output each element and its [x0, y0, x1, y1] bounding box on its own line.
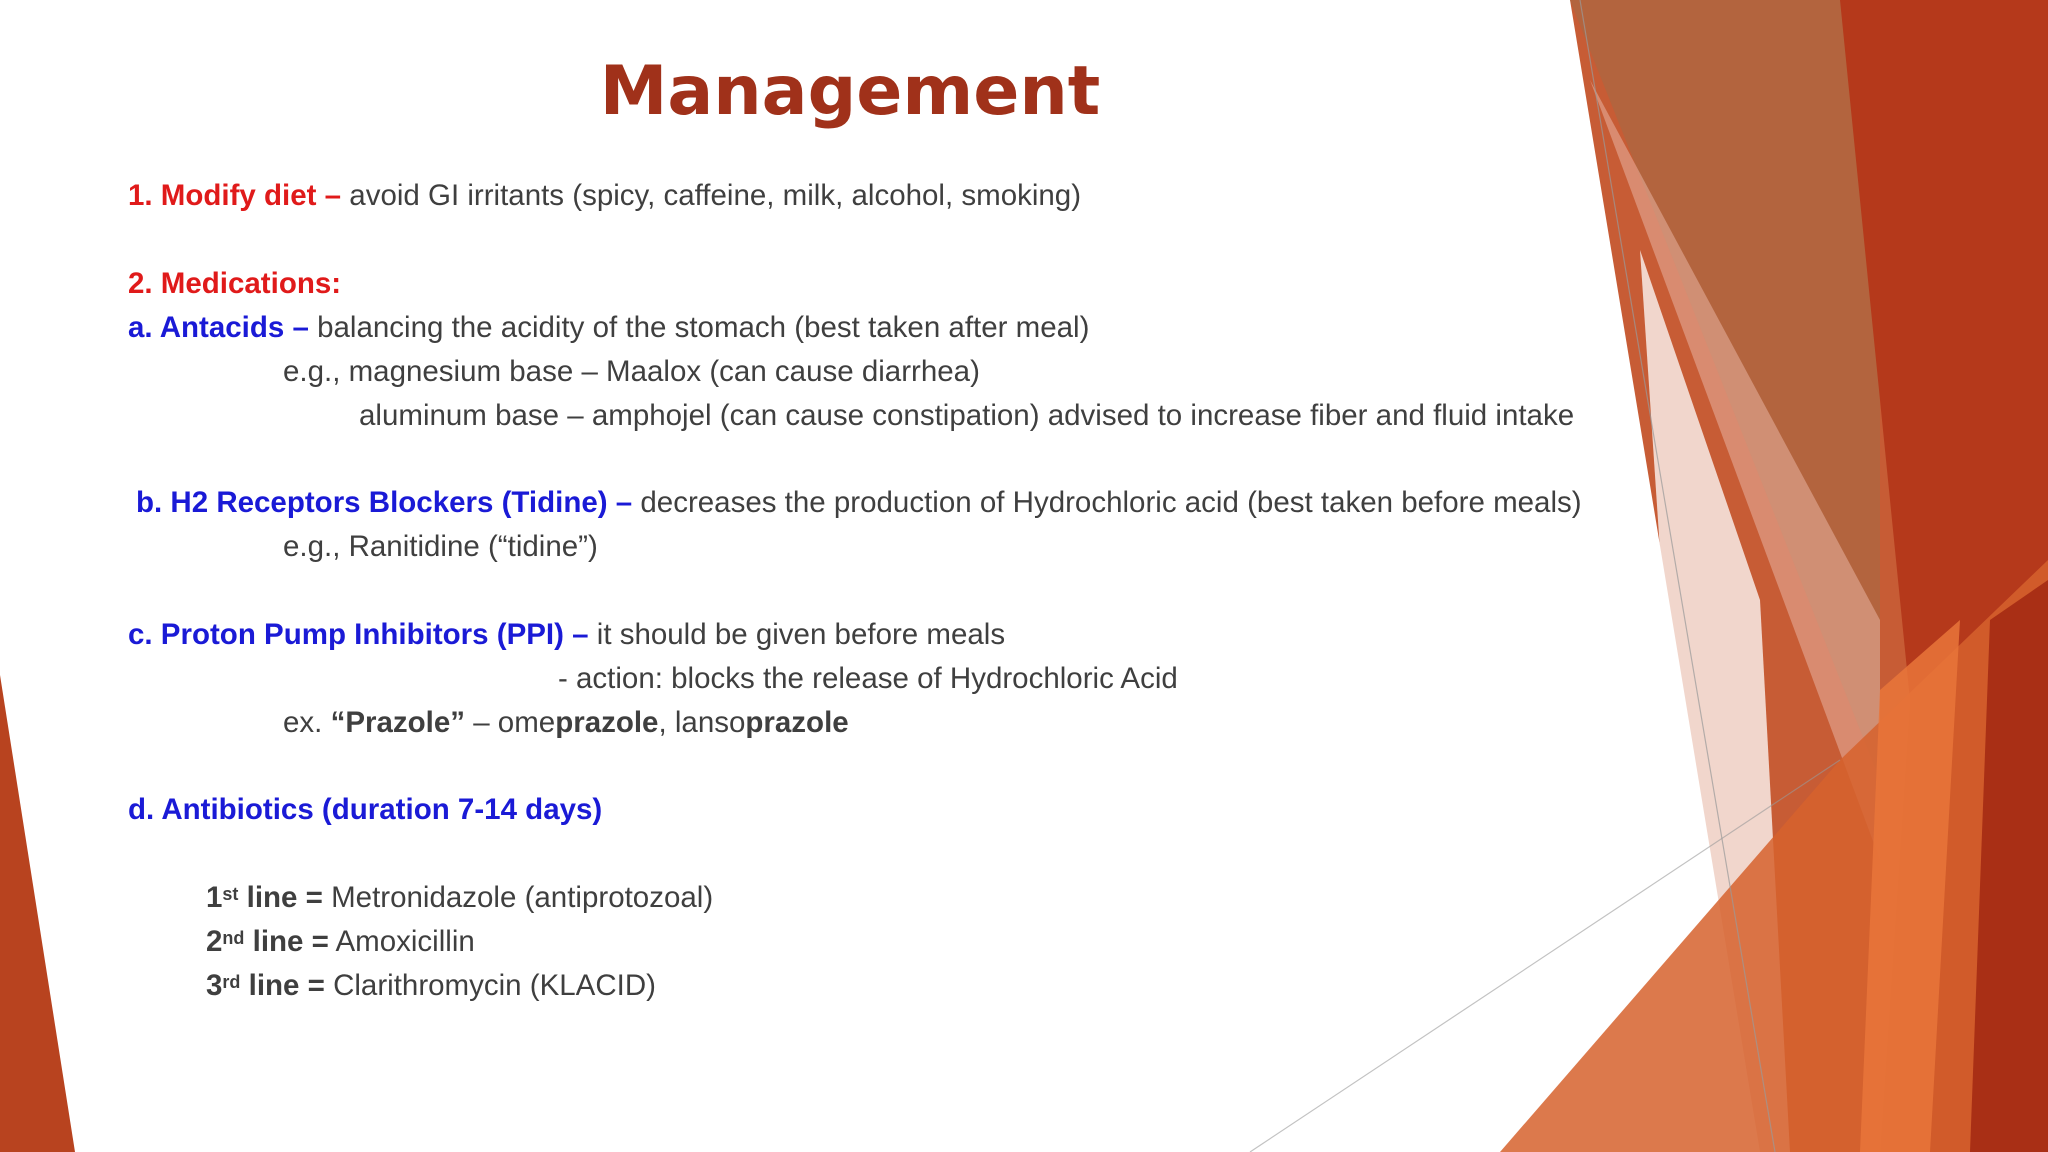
medications-line	[128, 262, 341, 306]
third-line-text: Clarithromycin (KLACID)	[324, 969, 656, 1002]
first-line-bold: line =	[238, 881, 323, 914]
antacids-text: balancing the acidity of the stomach (best taken after meal)	[308, 311, 1090, 344]
ppi-example-mid: – ome	[465, 706, 556, 739]
ppi-example	[283, 701, 849, 745]
antacids-label: a. Antacids –	[128, 311, 309, 344]
antacids-line	[128, 306, 1089, 350]
third-line-sup: rd	[222, 972, 241, 992]
left-accent-shape	[0, 675, 75, 1152]
ppi-example-prefix: ex.	[283, 706, 331, 739]
second-line-sup: nd	[222, 928, 245, 948]
antibiotic-third-line	[206, 964, 656, 1008]
third-line-num: 3	[206, 969, 223, 1002]
ppi-text: it should be given before meals	[588, 618, 1006, 651]
first-line-sup: st	[222, 884, 239, 904]
ppi-example-sep: , lanso	[658, 706, 746, 739]
first-line-text: Metronidazole (antiprotozoal)	[322, 881, 714, 914]
antibiotic-first-line	[206, 876, 713, 920]
diet-text: avoid GI irritants (spicy, caffeine, milk, alcohol, smoking)	[341, 179, 1082, 212]
ppi-label: c. Proton Pump Inhibitors (PPI) –	[128, 618, 589, 651]
second-line-num: 2	[206, 925, 223, 958]
medications-label: 2. Medications:	[128, 267, 342, 300]
antibiotics-label: d. Antibiotics (duration 7-14 days)	[128, 793, 603, 826]
antibiotics-line	[128, 788, 602, 832]
first-line-num: 1	[206, 881, 223, 914]
slide-title: Management	[599, 52, 1101, 131]
antibiotic-second-line	[206, 920, 475, 964]
h2-text: decreases the production of Hydrochloric acid (best taken before meals)	[632, 486, 1582, 519]
ppi-example-bold-3: prazole	[745, 706, 849, 739]
antacids-example-1: e.g., magnesium base – Maalox (can cause diarrhea)	[283, 355, 980, 388]
h2-label: b. H2 Receptors Blockers (Tidine) –	[136, 486, 633, 519]
second-line-text: Amoxicillin	[328, 925, 475, 958]
diet-line	[128, 174, 1081, 218]
second-line-bold: line =	[244, 925, 329, 958]
antacids-example-2: aluminum base – amphojel (can cause constipation) advised to increase fiber and fluid intake	[359, 399, 1575, 432]
third-line-bold: line =	[240, 969, 325, 1002]
ppi-example-bold-1: “Prazole”	[330, 706, 465, 739]
h2-example: e.g., Ranitidine (“tidine”)	[283, 530, 598, 563]
ppi-action: - action: blocks the release of Hydrochloric Acid	[558, 662, 1178, 695]
h2-line	[136, 481, 1582, 525]
diet-label: 1. Modify diet –	[128, 179, 342, 212]
ppi-line	[128, 613, 1005, 657]
ppi-example-bold-2: prazole	[555, 706, 659, 739]
